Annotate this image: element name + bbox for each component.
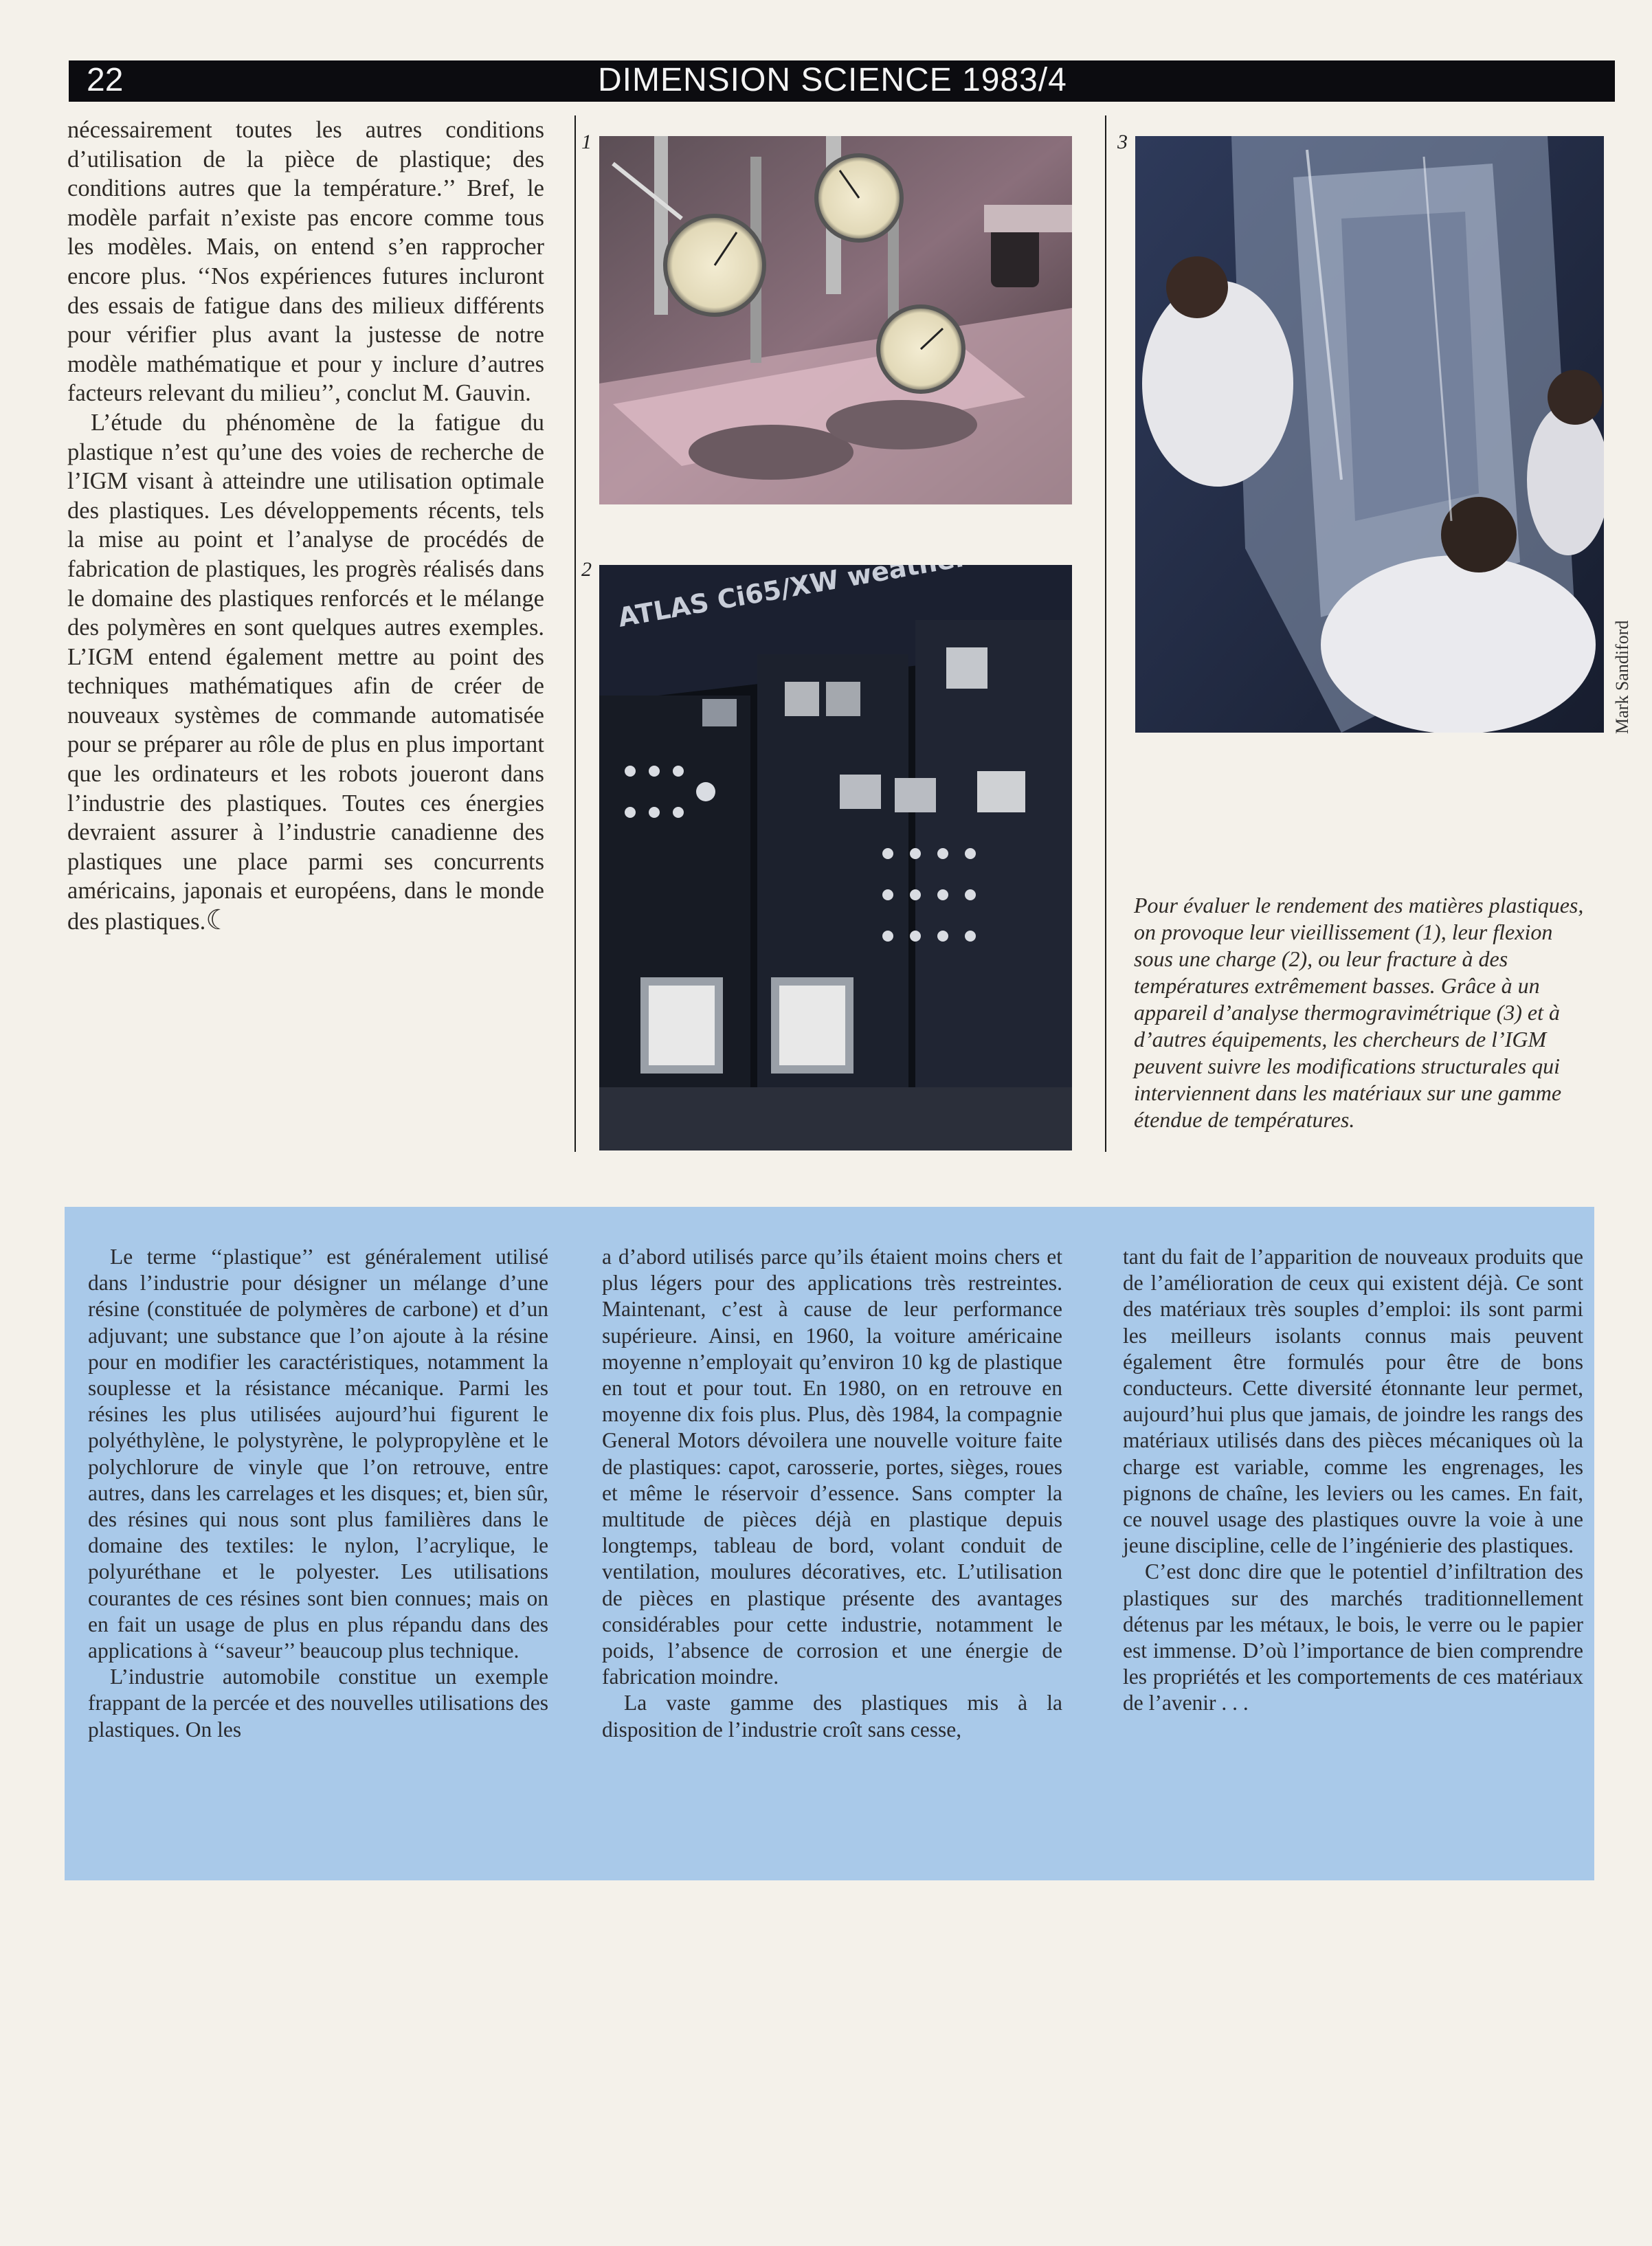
- main-paragraph-1: nécessairement toutes les autres conditions d’utilisation de la pièce de plastique; des conditions autres que la température.’’ Bref, le modèle parfait n’existe pas encore comme tous les modèles. Mais, on entend s’en rapprocher encore plus. ‘‘Nos expériences futures incluront des essais de fatigue dans des milieux différents pour vérifier plus avant la justesse de notre modèle mathématique et pour y inclure d’autres facteurs relevant du milieu’’, conclut M. Gauvin.: [67, 117, 544, 407]
- photo-credit: Mark Sandiford: [1612, 620, 1632, 734]
- figure-number-1: 1: [581, 131, 592, 153]
- sidebar-col2-paragraph-1: a d’abord utilisés parce qu’ils étaient moins chers et plus légers pour des applications très restreintes. Maintenant, c’est à cause de leur performance supérieure. Ainsi, en 1960, la voiture américaine moyenne n’employait qu’environ 10 kg de plastique en tout et pour tout. En 1980, on en retrouve en moyenne dix fois plus. Plus, dès 1984, la compagnie General Motors dévoilera une nouvelle voiture faite de plastiques: capot, carosserie, portes, sièges, roues et même le réservoir d’essence. Sans compter la multitude de pièces déjà en plastique depuis longtemps, tableau de bord, volant conduit de ventilation, moulures décoratives, etc. L’utilisation de pièces en plastique présente des avantages considérables pour cette industrie, notamment le poids, l’absence de corrosion et une énergie de fabrication moindre.: [602, 1245, 1062, 1689]
- figure-1-photo: [599, 136, 1072, 504]
- fatigue-test-machine-image: [599, 136, 1072, 504]
- main-paragraph-2-text: L’étude du phénomène de la fatigue du plastique n’est qu’une des voies de recherche de l’IGM visant à atteindre une utilisation optimale des plastiques. Les développements récents, tels la mise au point et l’analyse de procédés de fabrication de plastiques, les progrès réalisés dans le domaine des plastiques renforcés et le mélange des polymères en sont quelques autres exemples. L’IGM entend également mettre au point des techniques mathématiques afin de créer de nouveaux systèmes de commande automatisée pour se préparer au rôle de plus en plus important que les ordinateurs et les robots joueront dans l’industrie des plastiques. Toutes ces énergies devraient assurer à l’industrie canadienne des plastiques une place parmi ses concurrents américains, japonais et européens, dans le monde des plastiques.: [67, 409, 544, 935]
- weather-ometer-panel-image: [599, 565, 1072, 1150]
- sidebar-column-3: [1123, 1244, 1583, 1717]
- sidebar-column-1: [88, 1244, 548, 1743]
- figure-number-3: 3: [1117, 131, 1128, 153]
- main-paragraph-2: [67, 408, 544, 937]
- sidebar-col1-paragraph-2: L’industrie automobile constitue un exemple frappant de la percée et des nouvelles utilisations des plastiques. On les: [88, 1665, 548, 1742]
- sidebar-col3-paragraph-2: C’est donc dire que le potentiel d’infiltration des plastiques sur des marchés traditionnellement détenus par les métaux, le bois, le verre ou le papier est immense. D’où l’importance de bien comprendre les propriétés et les comportements de ces matériaux de l’avenir . . .: [1123, 1559, 1583, 1715]
- sidebar-column-2: [602, 1244, 1062, 1743]
- column-rule-left: [574, 115, 576, 1152]
- researchers-thermogravimetric-image: [1135, 136, 1604, 733]
- figure-2-photo: [599, 565, 1072, 1150]
- column-rule-right: [1105, 115, 1106, 1152]
- end-mark-icon: ☾: [205, 904, 231, 936]
- magazine-title: DIMENSION SCIENCE 1983/4: [598, 62, 1067, 98]
- page-number: 22: [87, 62, 124, 98]
- figure-caption: Pour évaluer le rendement des matières plastiques, on provoque leur vieillissement (1), leur flexion sous une charge (2), ou leur fracture à des températures extrêmement basses. Grâce à un appareil d’analyse thermogravimétrique (3) et à d’autres équipements, les chercheurs de l’IGM peuvent suivre les modifications structurales qui interviennent dans les matériaux sur une gamme étendue de températures.: [1134, 893, 1584, 1132]
- sidebar-col3-paragraph-1: tant du fait de l’apparition de nouveaux produits que de l’amélioration de ceux qui existent déjà. Ce sont des matériaux très souples d’emploi: ils sont parmi les meilleurs isolants connus mais peuvent également être formulés pour être de bons conducteurs. Cette diversité étonnante leur permet, aujourd’hui plus que jamais, de joindre les rangs des matériaux utilisés dans des pièces mécaniques où la charge est variable, comme les engrenages, les pignons de chaîne, les leviers ou les cames. En fait, ce nouvel usage des plastiques ouvre la voie à une jeune discipline, celle de l’ingénierie des plastiques.: [1123, 1245, 1583, 1558]
- sidebar-col1-paragraph-1: Le terme ‘‘plastique’’ est généralement utilisé dans l’industrie pour désigner un mélange d’une résine (constituée de polymères de carbone) et d’un adjuvant; une substance que l’on ajoute à la résine pour en modifier les caractéristiques, notamment la souplesse et la résistance mécanique. Parmi les résines les plus utilisées aujourd’hui figurent le polyéthylène, le polystyrène, le polypropylène et le polychlorure de vinyle que l’on retrouve, entre autres, dans les carrelages et les disques; et, bien sûr, des résines qui nous sont plus familières dans le domaine des textiles: le nylon, l’acrylique, le polyuréthane et le polyester. Les utilisations courantes de ces résines sont bien connues; mais on en fait un usage de plus en plus répandu dans des applications à ‘‘saveur’’ beaucoup plus technique.: [88, 1245, 548, 1663]
- main-article: [67, 115, 544, 937]
- sidebar-col2-paragraph-2: La vaste gamme des plastiques mis à la disposition de l’industrie croît sans cesse,: [602, 1691, 1062, 1742]
- figure-number-2: 2: [581, 558, 592, 581]
- figure-3-photo: [1135, 136, 1604, 733]
